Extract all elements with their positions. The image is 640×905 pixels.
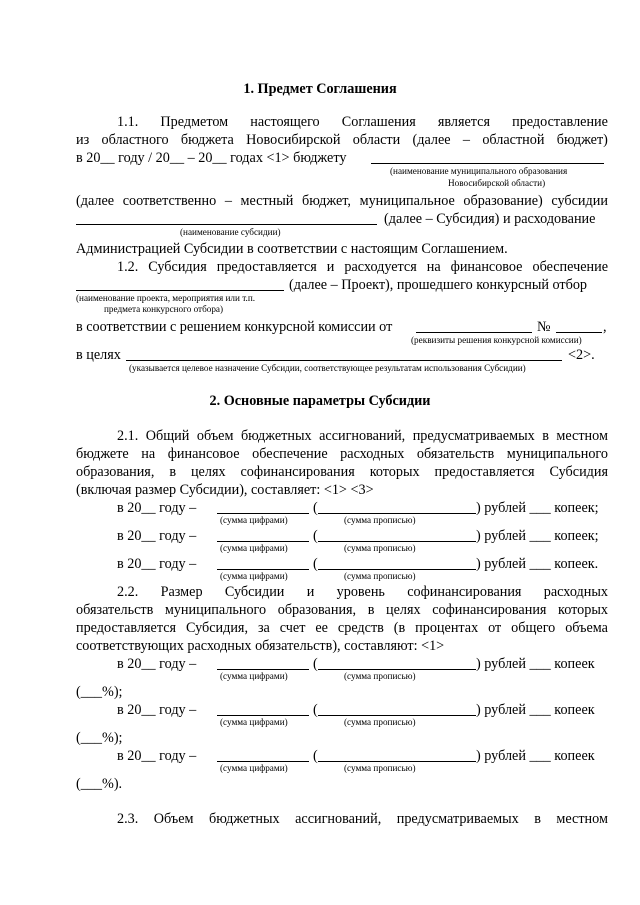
p21-row2-words-blank[interactable]: [318, 541, 476, 542]
p22-row2-words-blank[interactable]: [318, 715, 476, 716]
p21-row1-tail: ) рублей ___ копеек;: [476, 500, 599, 516]
p12-line1: 1.2. Субсидия предоставляется и расходуется на финансовое обеспечение: [117, 259, 608, 275]
note-project-1: (наименование проекта, мероприятия или т.п.: [76, 293, 256, 303]
p22-row1-note-words: (сумма прописью): [344, 671, 416, 681]
p21-row3-note-words: (сумма прописью): [344, 571, 416, 581]
p12-line2: (далее – Проект), прошедшего конкурсный отбор: [289, 277, 588, 293]
project-name-blank[interactable]: [76, 290, 284, 291]
p21-row1-year: в 20__ году –: [117, 500, 197, 516]
p22-line2: обязательств муниципального образования, в целях софинансирования которых: [76, 602, 608, 618]
p12-line3-no: №: [537, 319, 551, 335]
p21-row2-tail: ) рублей ___ копеек;: [476, 528, 599, 544]
p22-row1-paren: (: [313, 656, 318, 672]
p22-row1-note-digits: (сумма цифрами): [220, 671, 288, 681]
p22-row2-digits-blank[interactable]: [217, 715, 309, 716]
p21-row3-paren: (: [313, 556, 318, 572]
note-municipality-2: Новосибирской области): [448, 178, 546, 188]
p21-row1-words-blank[interactable]: [318, 513, 476, 514]
p22-row1-words-blank[interactable]: [318, 669, 476, 670]
note-purpose: (указывается целевое назначение Субсидии, соответствующее результатам использования Субсидии): [129, 363, 526, 373]
p21-line1: 2.1. Общий объем бюджетных ассигнований, предусматриваемых в местном: [117, 428, 608, 444]
p12-line3: в соответствии с решением конкурсной комиссии от: [76, 319, 393, 335]
p21-row1-digits-blank[interactable]: [217, 513, 309, 514]
p21-row3-digits-blank[interactable]: [217, 569, 309, 570]
purpose-blank[interactable]: [126, 360, 562, 361]
note-subsidy-name: (наименование субсидии): [180, 227, 281, 237]
p22-row3-note-words: (сумма прописью): [344, 763, 416, 773]
note-commission: (реквизиты решения конкурсной комиссии): [411, 335, 582, 345]
p21-row3-tail: ) рублей ___ копеек.: [476, 556, 599, 572]
p21-row1-paren: (: [313, 500, 318, 516]
p21-row2-paren: (: [313, 528, 318, 544]
p22-row2-pct: (___%);: [76, 730, 123, 746]
p11-line2: из областного бюджета Новосибирской области (далее – областной бюджет): [76, 132, 608, 148]
subsidy-name-blank[interactable]: [76, 224, 377, 225]
section-1-title: 1. Предмет Соглашения: [243, 81, 397, 97]
p22-row2-note-words: (сумма прописью): [344, 717, 416, 727]
p22-line1: 2.2. Размер Субсидии и уровень софинансирования расходных: [117, 584, 608, 600]
p22-row3-paren: (: [313, 748, 318, 764]
p22-row3-tail: ) рублей ___ копеек: [476, 748, 595, 764]
p12-line4-end: <2>.: [568, 347, 595, 363]
section-2-title: 2. Основные параметры Субсидии: [209, 393, 431, 409]
p22-row2-paren: (: [313, 702, 318, 718]
p11-line5: (далее – Субсидия) и расходование: [384, 211, 596, 227]
p11-line4: (далее соответственно – местный бюджет, муниципальное образование) субсидии: [76, 193, 608, 209]
p22-line4: соответствующих расходных обязательств), составляют: <1>: [76, 638, 445, 654]
p22-row3-year: в 20__ году –: [117, 748, 197, 764]
p21-row2-note-words: (сумма прописью): [344, 543, 416, 553]
p21-row2-digits-blank[interactable]: [217, 541, 309, 542]
p22-row2-tail: ) рублей ___ копеек: [476, 702, 595, 718]
p22-row1-digits-blank[interactable]: [217, 669, 309, 670]
commission-date-blank[interactable]: [416, 332, 532, 333]
p11-line6: Администрацией Субсидии в соответствии с настоящим Соглашением.: [76, 241, 508, 257]
p21-row2-note-digits: (сумма цифрами): [220, 543, 288, 553]
p21-line2: бюджете на финансовое обеспечение расходных обязательств муниципального: [76, 446, 608, 462]
note-municipality-1: (наименование муниципального образования: [390, 166, 568, 176]
p22-row1-year: в 20__ году –: [117, 656, 197, 672]
p12-line3-end: ,: [603, 319, 607, 335]
p21-row1-note-digits: (сумма цифрами): [220, 515, 288, 525]
p21-row3-year: в 20__ году –: [117, 556, 197, 572]
p21-row1-note-words: (сумма прописью): [344, 515, 416, 525]
p23-line1: 2.3. Объем бюджетных ассигнований, предусматриваемых в местном: [117, 811, 608, 827]
p12-line4: в целях: [76, 347, 121, 363]
p22-row1-pct: (___%);: [76, 684, 123, 700]
p22-row3-pct: (___%).: [76, 776, 123, 792]
p22-row2-year: в 20__ году –: [117, 702, 197, 718]
p22-row1-tail: ) рублей ___ копеек: [476, 656, 595, 672]
p21-line3: образования, в целях софинансирования которых предоставляется Субсидия: [76, 464, 608, 480]
municipality-blank[interactable]: [371, 163, 604, 164]
p11-line3: в 20__ году / 20__ – 20__ годах <1> бюджету: [76, 150, 347, 166]
p21-row3-note-digits: (сумма цифрами): [220, 571, 288, 581]
p22-row3-note-digits: (сумма цифрами): [220, 763, 288, 773]
p22-line3: предоставляется Субсидия, за счет ее средств (в процентах от общего объема: [76, 620, 608, 636]
commission-number-blank[interactable]: [556, 332, 602, 333]
p22-row3-words-blank[interactable]: [318, 761, 476, 762]
p22-row3-digits-blank[interactable]: [217, 761, 309, 762]
p22-row2-note-digits: (сумма цифрами): [220, 717, 288, 727]
p21-line4: (включая размер Субсидии), составляет: <1> <3>: [76, 482, 374, 498]
p21-row3-words-blank[interactable]: [318, 569, 476, 570]
p11-line1: 1.1. Предметом настоящего Соглашения является предоставление: [117, 114, 608, 130]
p21-row2-year: в 20__ году –: [117, 528, 197, 544]
note-project-2: предмета конкурсного отбора): [104, 304, 224, 314]
